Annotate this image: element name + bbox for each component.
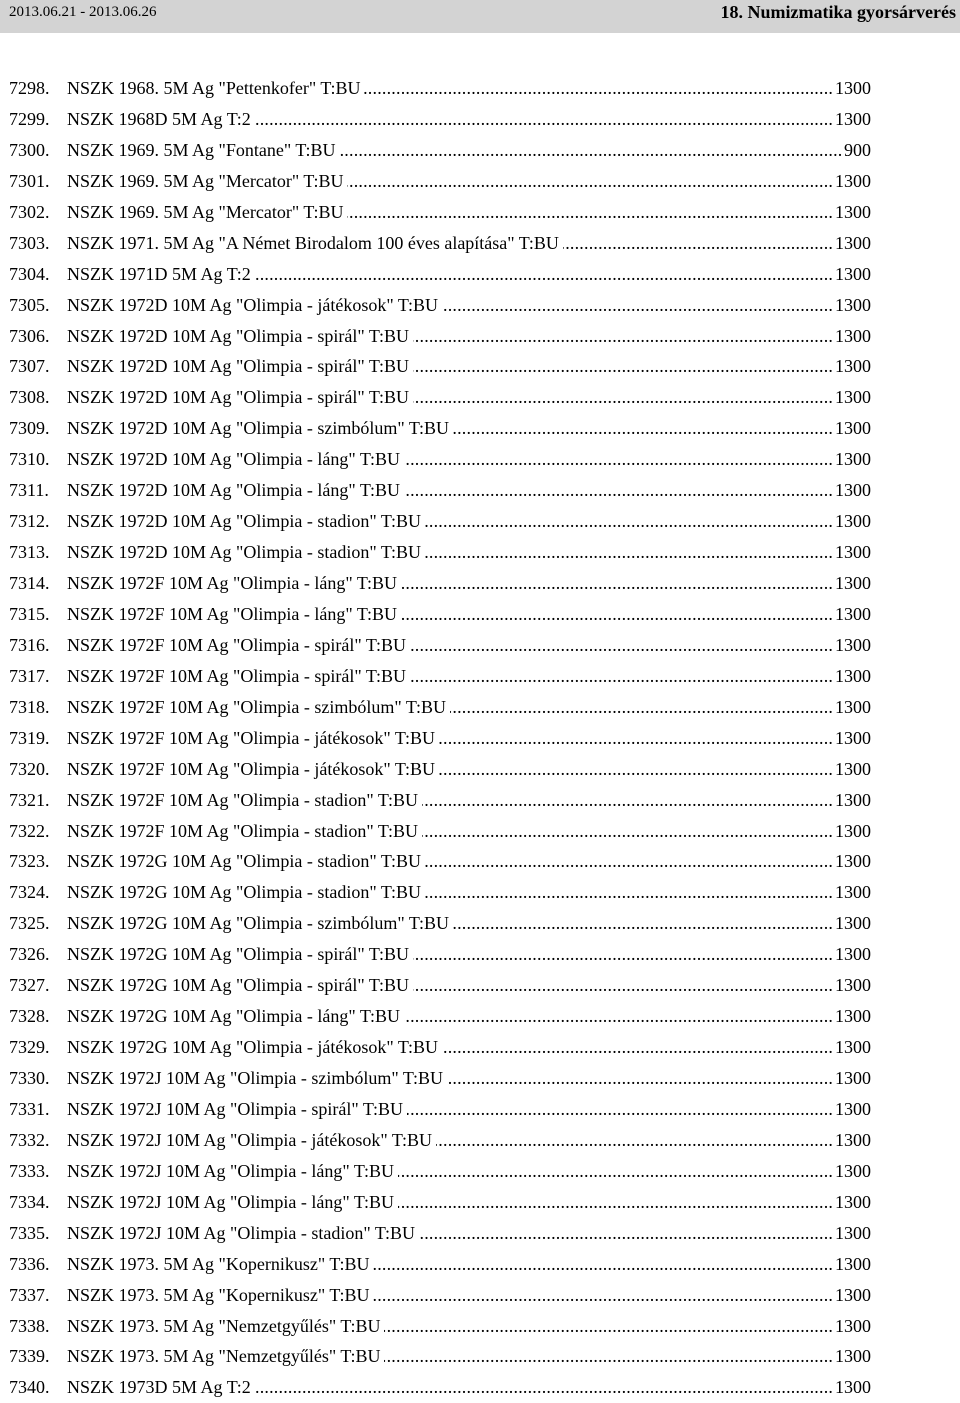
lot-description: NSZK 1969. 5M Ag "Mercator" T:BU xyxy=(67,171,347,191)
lot-price: 1300 xyxy=(834,1063,871,1094)
lot-leader xyxy=(67,816,870,847)
lot-row xyxy=(0,785,960,816)
lot-leader xyxy=(67,135,870,166)
lot-number: 7317. xyxy=(9,665,50,686)
lot-leader xyxy=(67,1001,870,1032)
lot-row xyxy=(0,1311,960,1342)
lot-price: 1300 xyxy=(834,1218,871,1249)
lot-leader xyxy=(67,1063,870,1094)
lot-description: NSZK 1972F 10M Ag "Olimpia - szimbólum" T:BU xyxy=(67,697,450,717)
lot-number: 7328. xyxy=(9,1006,50,1027)
lot-price: 1300 xyxy=(834,785,871,816)
lot-row xyxy=(0,73,960,104)
lot-number: 7320. xyxy=(9,758,50,779)
lot-price: 1300 xyxy=(834,290,871,321)
lot-leader xyxy=(67,444,870,475)
lot-row xyxy=(0,1249,960,1280)
lot-number: 7339. xyxy=(9,1346,50,1367)
lot-leader xyxy=(67,475,870,506)
lot-price: 1300 xyxy=(834,228,871,259)
lot-leader xyxy=(67,351,870,382)
lot-price: 1300 xyxy=(834,537,871,568)
lot-price: 1300 xyxy=(834,754,871,785)
lot-leader xyxy=(67,259,870,290)
lot-number: 7301. xyxy=(9,170,50,191)
lot-price: 1300 xyxy=(834,413,871,444)
lot-description: NSZK 1968. 5M Ag "Pettenkofer" T:BU xyxy=(67,78,364,98)
lot-row xyxy=(0,1341,960,1372)
lot-description: NSZK 1971D 5M Ag T:2 xyxy=(67,264,255,284)
lot-description: NSZK 1972F 10M Ag "Olimpia - spirál" T:BU xyxy=(67,635,410,655)
lot-description: NSZK 1972G 10M Ag "Olimpia - játékosok" T:BU xyxy=(67,1037,442,1057)
lot-row xyxy=(0,599,960,630)
lot-number: 7306. xyxy=(9,325,50,346)
lot-number: 7338. xyxy=(9,1315,50,1336)
lot-number: 7327. xyxy=(9,975,50,996)
lot-price: 1300 xyxy=(834,166,871,197)
lot-price: 1300 xyxy=(834,197,871,228)
lot-row xyxy=(0,197,960,228)
lot-description: NSZK 1972F 10M Ag "Olimpia - spirál" T:BU xyxy=(67,666,410,686)
lot-description: NSZK 1972G 10M Ag "Olimpia - stadion" T:BU xyxy=(67,851,425,871)
lot-leader xyxy=(67,1372,870,1403)
lot-row xyxy=(0,290,960,321)
lot-list xyxy=(0,73,960,1403)
lot-description: NSZK 1972D 10M Ag "Olimpia - láng" T:BU xyxy=(67,480,404,500)
lot-description: NSZK 1972D 10M Ag "Olimpia - láng" T:BU xyxy=(67,449,404,469)
lot-price: 1300 xyxy=(834,1125,871,1156)
lot-price: 1300 xyxy=(834,630,871,661)
lot-row xyxy=(0,908,960,939)
lot-price: 1300 xyxy=(834,321,871,352)
lot-number: 7337. xyxy=(9,1284,50,1305)
lot-price: 1300 xyxy=(834,1341,871,1372)
lot-number: 7333. xyxy=(9,1160,50,1181)
lot-number: 7340. xyxy=(9,1377,50,1398)
lot-description: NSZK 1972J 10M Ag "Olimpia - szimbólum" T:BU xyxy=(67,1068,447,1088)
lot-leader xyxy=(67,877,870,908)
lot-number: 7315. xyxy=(9,603,50,624)
lot-leader xyxy=(67,1311,870,1342)
lot-price: 1300 xyxy=(834,1249,871,1280)
lot-leader xyxy=(67,537,870,568)
lot-row xyxy=(0,506,960,537)
lot-number: 7312. xyxy=(9,511,50,532)
lot-price: 1300 xyxy=(834,475,871,506)
lot-description: NSZK 1972G 10M Ag "Olimpia - stadion" T:BU xyxy=(67,882,425,902)
lot-description: NSZK 1972F 10M Ag "Olimpia - láng" T:BU xyxy=(67,604,401,624)
lot-row xyxy=(0,1063,960,1094)
auction-dates: 2013.06.21 - 2013.06.26 xyxy=(9,4,157,20)
lot-row xyxy=(0,321,960,352)
lot-row xyxy=(0,1156,960,1187)
lot-price: 1300 xyxy=(834,877,871,908)
lot-description: NSZK 1972D 10M Ag "Olimpia - játékosok" T:BU xyxy=(67,295,442,315)
lot-description: NSZK 1971. 5M Ag "A Német Birodalom 100 éves alapítása" T:BU xyxy=(67,233,563,253)
lot-row xyxy=(0,568,960,599)
lot-leader xyxy=(67,754,870,785)
lot-leader xyxy=(67,630,870,661)
lot-row xyxy=(0,413,960,444)
lot-number: 7309. xyxy=(9,418,50,439)
lot-row xyxy=(0,1218,960,1249)
lot-number: 7330. xyxy=(9,1068,50,1088)
lot-price: 1300 xyxy=(834,939,871,970)
lot-number: 7313. xyxy=(9,542,50,563)
lot-description: NSZK 1973D 5M Ag T:2 xyxy=(67,1377,255,1397)
lot-description: NSZK 1972J 10M Ag "Olimpia - stadion" T:BU xyxy=(67,1223,419,1243)
lot-number: 7310. xyxy=(9,449,50,470)
lot-row xyxy=(0,816,960,847)
lot-price: 1300 xyxy=(834,351,871,382)
lot-price: 1300 xyxy=(834,568,871,599)
lot-leader xyxy=(67,73,870,104)
lot-description: NSZK 1968D 5M Ag T:2 xyxy=(67,109,255,129)
lot-description: NSZK 1969. 5M Ag "Mercator" T:BU xyxy=(67,202,347,222)
lot-row xyxy=(0,1280,960,1311)
lot-row xyxy=(0,939,960,970)
lot-price: 1300 xyxy=(834,1280,871,1311)
lot-row xyxy=(0,1372,960,1403)
lot-price: 1300 xyxy=(834,1187,871,1218)
lot-price: 1300 xyxy=(834,259,871,290)
lot-row xyxy=(0,877,960,908)
lot-price: 900 xyxy=(843,135,871,166)
lot-description: NSZK 1973. 5M Ag "Kopernikusz" T:BU xyxy=(67,1285,373,1305)
lot-price: 1300 xyxy=(834,104,871,135)
lot-description: NSZK 1972D 10M Ag "Olimpia - spirál" T:BU xyxy=(67,356,413,376)
lot-leader xyxy=(67,506,870,537)
lot-number: 7325. xyxy=(9,913,50,934)
lot-row xyxy=(0,228,960,259)
lot-row xyxy=(0,1187,960,1218)
lot-description: NSZK 1972G 10M Ag "Olimpia - szimbólum" T:BU xyxy=(67,913,453,933)
lot-price: 1300 xyxy=(834,382,871,413)
lot-description: NSZK 1972J 10M Ag "Olimpia - láng" T:BU xyxy=(67,1192,398,1212)
lot-leader xyxy=(67,1280,870,1311)
lot-number: 7316. xyxy=(9,634,50,655)
lot-leader xyxy=(67,661,870,692)
lot-number: 7321. xyxy=(9,789,50,810)
lot-number: 7302. xyxy=(9,201,50,222)
lot-leader xyxy=(67,228,870,259)
lot-leader xyxy=(67,382,870,413)
lot-row xyxy=(0,1001,960,1032)
lot-price: 1300 xyxy=(834,1372,871,1403)
lot-leader xyxy=(67,970,870,1001)
lot-leader xyxy=(67,908,870,939)
lot-description: NSZK 1972J 10M Ag "Olimpia - spirál" T:BU xyxy=(67,1099,407,1119)
lot-price: 1300 xyxy=(834,692,871,723)
lot-description: NSZK 1972D 10M Ag "Olimpia - stadion" T:BU xyxy=(67,511,425,531)
lot-price: 1300 xyxy=(834,1001,871,1032)
lot-leader xyxy=(67,290,870,321)
lot-row xyxy=(0,754,960,785)
lot-description: NSZK 1972D 10M Ag "Olimpia - spirál" T:BU xyxy=(67,326,413,346)
lot-row xyxy=(0,444,960,475)
lot-leader xyxy=(67,568,870,599)
lot-description: NSZK 1972F 10M Ag "Olimpia - stadion" T:BU xyxy=(67,821,422,841)
lot-price: 1300 xyxy=(834,846,871,877)
lot-number: 7336. xyxy=(9,1253,50,1274)
lot-leader xyxy=(67,785,870,816)
lot-row xyxy=(0,135,960,166)
lot-row xyxy=(0,382,960,413)
lot-number: 7323. xyxy=(9,851,50,872)
lot-price: 1300 xyxy=(834,661,871,692)
lot-price: 1300 xyxy=(834,1094,871,1125)
lot-price: 1300 xyxy=(834,970,871,1001)
lot-number: 7303. xyxy=(9,232,50,253)
lot-row xyxy=(0,351,960,382)
lot-description: NSZK 1972F 10M Ag "Olimpia - játékosok" T:BU xyxy=(67,728,439,748)
page-header xyxy=(0,0,960,33)
lot-description: NSZK 1972F 10M Ag "Olimpia - láng" T:BU xyxy=(67,573,401,593)
lot-row xyxy=(0,259,960,290)
lot-price: 1300 xyxy=(834,506,871,537)
lot-number: 7307. xyxy=(9,356,50,377)
lot-leader xyxy=(67,1187,870,1218)
catalog-title: 18. Numizmatika gyorsárverés xyxy=(720,2,956,22)
lot-row xyxy=(0,537,960,568)
lot-row xyxy=(0,846,960,877)
lot-number: 7322. xyxy=(9,820,50,841)
lot-description: NSZK 1973. 5M Ag "Nemzetgyűlés" T:BU xyxy=(67,1316,384,1336)
lot-number: 7332. xyxy=(9,1129,50,1150)
lot-price: 1300 xyxy=(834,73,871,104)
lot-number: 7304. xyxy=(9,263,50,284)
lot-leader xyxy=(67,1156,870,1187)
lot-price: 1300 xyxy=(834,816,871,847)
lot-leader xyxy=(67,1218,870,1249)
lot-price: 1300 xyxy=(834,1311,871,1342)
lot-number: 7300. xyxy=(9,139,50,160)
lot-leader xyxy=(67,1094,870,1125)
lot-row xyxy=(0,475,960,506)
lot-price: 1300 xyxy=(834,444,871,475)
lot-number: 7319. xyxy=(9,727,50,748)
lot-row xyxy=(0,166,960,197)
lot-number: 7326. xyxy=(9,944,50,965)
lot-description: NSZK 1972F 10M Ag "Olimpia - stadion" T:BU xyxy=(67,790,422,810)
lot-row xyxy=(0,692,960,723)
lot-leader xyxy=(67,1032,870,1063)
lot-row xyxy=(0,970,960,1001)
lot-description: NSZK 1969. 5M Ag "Fontane" T:BU xyxy=(67,140,339,160)
lot-leader xyxy=(67,1341,870,1372)
lot-number: 7334. xyxy=(9,1191,50,1212)
lot-row xyxy=(0,1125,960,1156)
lot-row xyxy=(0,723,960,754)
lot-description: NSZK 1972D 10M Ag "Olimpia - stadion" T:BU xyxy=(67,542,425,562)
lot-number: 7331. xyxy=(9,1098,50,1119)
lot-number: 7299. xyxy=(9,108,50,129)
lot-description: NSZK 1972F 10M Ag "Olimpia - játékosok" T:BU xyxy=(67,759,439,779)
lot-number: 7329. xyxy=(9,1037,50,1058)
lot-price: 1300 xyxy=(834,723,871,754)
lot-description: NSZK 1972G 10M Ag "Olimpia - láng" T:BU xyxy=(67,1006,404,1026)
lot-leader xyxy=(67,413,870,444)
lot-description: NSZK 1972D 10M Ag "Olimpia - szimbólum" T:BU xyxy=(67,418,453,438)
lot-leader xyxy=(67,1125,870,1156)
lot-leader xyxy=(67,197,870,228)
lot-number: 7335. xyxy=(9,1222,50,1243)
lot-description: NSZK 1972G 10M Ag "Olimpia - spirál" T:BU xyxy=(67,975,413,995)
lot-description: NSZK 1973. 5M Ag "Kopernikusz" T:BU xyxy=(67,1254,373,1274)
lot-number: 7308. xyxy=(9,387,50,408)
lot-leader xyxy=(67,1249,870,1280)
lot-description: NSZK 1972G 10M Ag "Olimpia - spirál" T:BU xyxy=(67,944,413,964)
lot-price: 1300 xyxy=(834,908,871,939)
lot-leader xyxy=(67,723,870,754)
lot-description: NSZK 1973. 5M Ag "Nemzetgyűlés" T:BU xyxy=(67,1346,384,1366)
lot-number: 7305. xyxy=(9,294,50,315)
lot-leader xyxy=(67,599,870,630)
lot-leader xyxy=(67,846,870,877)
lot-price: 1300 xyxy=(834,599,871,630)
lot-leader xyxy=(67,692,870,723)
lot-description: NSZK 1972J 10M Ag "Olimpia - játékosok" T:BU xyxy=(67,1130,436,1150)
lot-price: 1300 xyxy=(834,1156,871,1187)
lot-row xyxy=(0,1032,960,1063)
lot-leader xyxy=(67,321,870,352)
lot-leader xyxy=(67,939,870,970)
lot-row xyxy=(0,1094,960,1125)
lot-number: 7314. xyxy=(9,573,50,593)
lot-description: NSZK 1972D 10M Ag "Olimpia - spirál" T:BU xyxy=(67,387,413,407)
lot-price: 1300 xyxy=(834,1032,871,1063)
lot-number: 7311. xyxy=(9,480,49,501)
lot-leader xyxy=(67,166,870,197)
lot-number: 7324. xyxy=(9,882,50,903)
lot-row xyxy=(0,104,960,135)
lot-row xyxy=(0,630,960,661)
lot-description: NSZK 1972J 10M Ag "Olimpia - láng" T:BU xyxy=(67,1161,398,1181)
lot-number: 7298. xyxy=(9,78,50,98)
lot-leader xyxy=(67,104,870,135)
lot-row xyxy=(0,661,960,692)
lot-number: 7318. xyxy=(9,696,50,717)
